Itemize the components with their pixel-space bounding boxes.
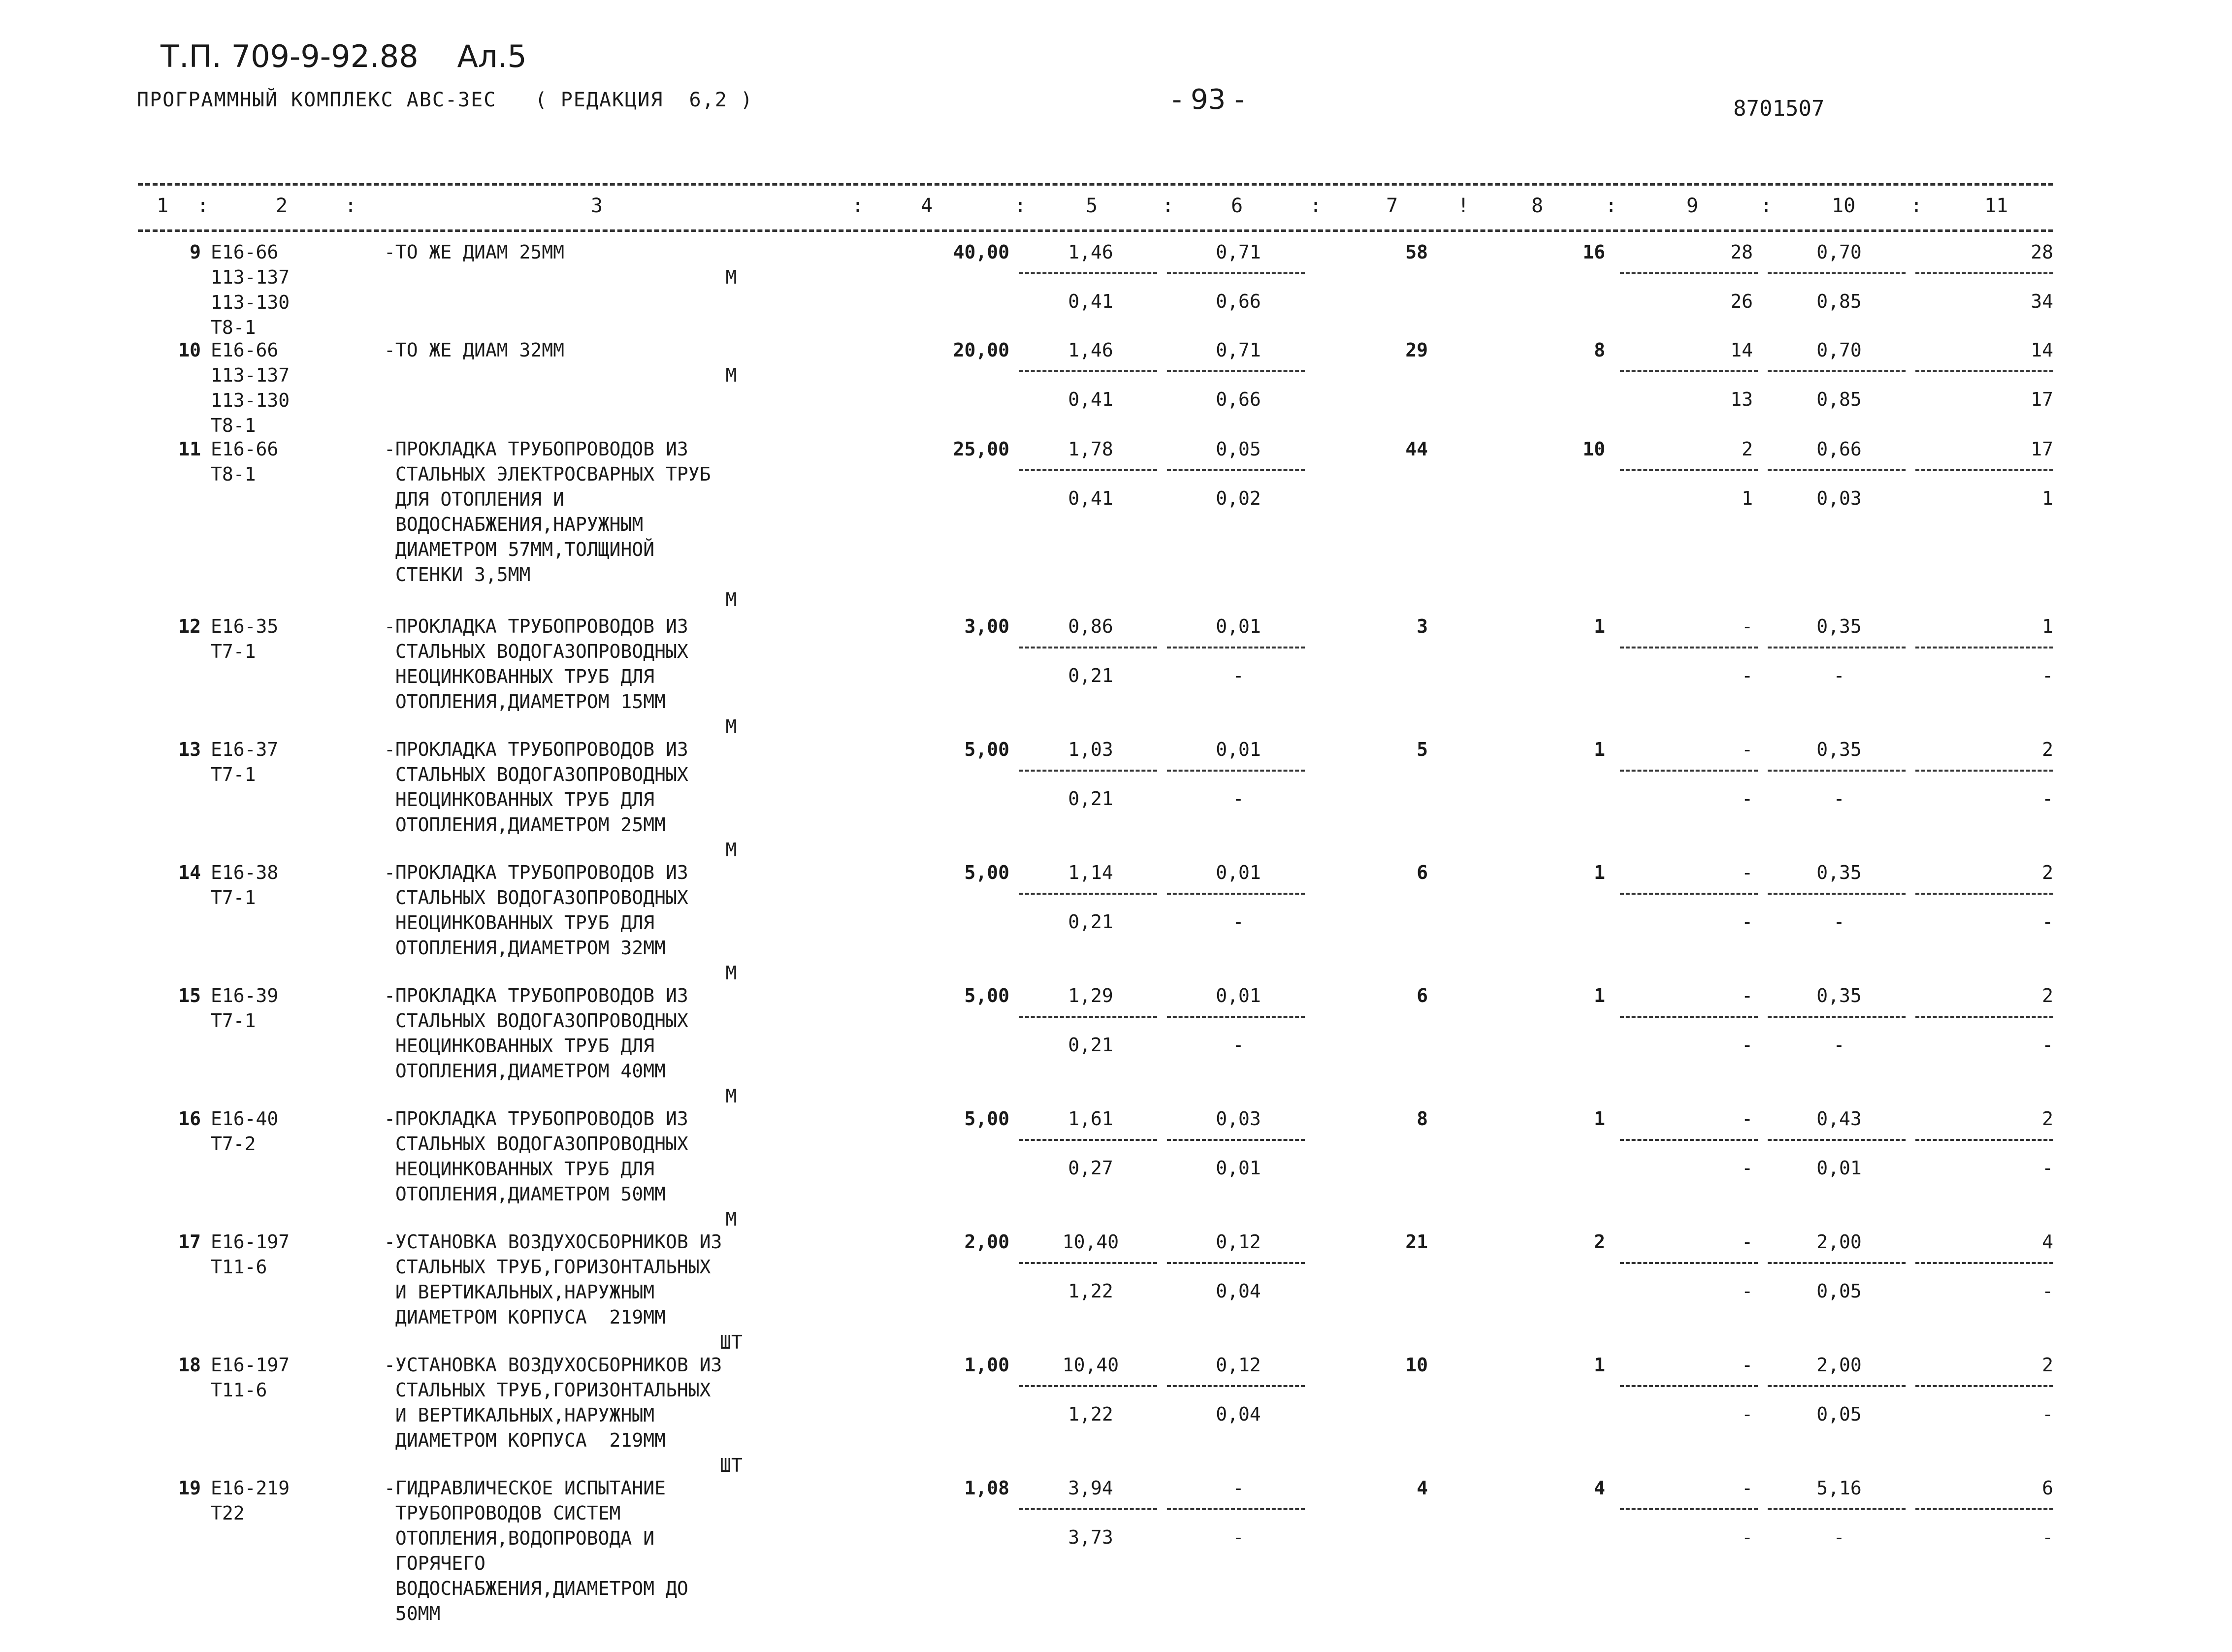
row-number: 9 xyxy=(190,241,201,263)
machine-total: - xyxy=(1742,1231,1753,1253)
machine-total: 28 xyxy=(1730,241,1753,263)
machinist-labor-per-unit: 0,03 xyxy=(1816,487,1862,509)
unit-cost-wages: 3,73 xyxy=(1068,1526,1113,1548)
fraction-line xyxy=(1915,1139,2053,1141)
fraction-line xyxy=(1167,1016,1305,1018)
unit-cost-total: 1,78 xyxy=(1068,438,1113,460)
column-header-5: 5 xyxy=(1086,194,1098,217)
machine-wages-total: - xyxy=(1742,911,1753,933)
norm-code: Е16-40 Т7-2 xyxy=(211,1108,279,1155)
fraction-line xyxy=(1620,469,1758,471)
labor-per-unit: 2,00 xyxy=(1816,1354,1862,1376)
machine-wages-total: - xyxy=(1742,665,1753,686)
machinist-labor-total: - xyxy=(2042,911,2053,933)
quantity: 40,00 xyxy=(953,241,1009,263)
fraction-line xyxy=(1915,1508,2053,1510)
total-cost: 5 xyxy=(1417,739,1428,760)
quantity: 5,00 xyxy=(964,985,1009,1006)
fraction-line xyxy=(1915,1016,2053,1018)
fraction-line xyxy=(1768,770,1906,772)
unit-of-measure: М xyxy=(725,839,737,861)
machine-wages-total: - xyxy=(1742,1034,1753,1056)
norm-code: Е16-219 Т22 xyxy=(211,1477,290,1524)
page-number: - 93 - xyxy=(1172,84,1245,116)
labor-total: 28 xyxy=(2031,241,2053,263)
work-description: -УСТАНОВКА ВОЗДУХОСБОРНИКОВ ИЗ СТАЛЬНЫХ ТРУБ,ГОРИЗОНТАЛЬНЫХ И ВЕРТИКАЛЬНЫХ,НАРУЖНЫМ ДИАМЕТРОМ КОРПУСА 219ММ xyxy=(384,1231,722,1328)
machine-total: - xyxy=(1742,1477,1753,1499)
fraction-line xyxy=(1915,893,2053,895)
unit-of-measure: М xyxy=(725,962,737,984)
norm-code: Е16-37 Т7-1 xyxy=(211,739,279,785)
work-description: -ТО ЖЕ ДИАМ 25ММ xyxy=(384,241,565,263)
document-code: 8701507 xyxy=(1733,96,1825,121)
column-header-9: 9 xyxy=(1686,194,1699,217)
fraction-line xyxy=(1620,1508,1758,1510)
labor-total: 2 xyxy=(2042,739,2053,760)
quantity: 5,00 xyxy=(964,862,1009,883)
fraction-line xyxy=(1167,469,1305,471)
row-number: 19 xyxy=(178,1477,201,1499)
unit-cost-wages: 0,41 xyxy=(1068,389,1113,410)
fraction-line xyxy=(1019,770,1157,772)
labor-total: 2 xyxy=(2042,1108,2053,1130)
column-header-1: 1 xyxy=(157,194,169,217)
labor-total: 6 xyxy=(2042,1477,2053,1499)
machinist-labor-per-unit: - xyxy=(1833,665,1845,686)
machinist-labor-per-unit: 0,85 xyxy=(1816,291,1862,312)
fraction-line xyxy=(1167,893,1305,895)
norm-code: Е16-66 113-137 113-130 Т8-1 xyxy=(211,339,290,436)
fraction-line xyxy=(1167,370,1305,372)
fraction-line xyxy=(1620,1262,1758,1264)
fraction-line xyxy=(1019,272,1157,274)
norm-code: Е16-39 Т7-1 xyxy=(211,985,279,1032)
row-number: 14 xyxy=(178,862,201,883)
column-header-3: 3 xyxy=(591,194,603,217)
quantity: 5,00 xyxy=(964,1108,1009,1130)
quantity: 1,00 xyxy=(964,1354,1009,1376)
machine-wages: - xyxy=(1232,1034,1244,1056)
norm-code: Е16-197 Т11-6 xyxy=(211,1354,290,1401)
row-number: 12 xyxy=(178,615,201,637)
labor-per-unit: 2,00 xyxy=(1816,1231,1862,1253)
norm-code: Е16-38 Т7-1 xyxy=(211,862,279,908)
machine-wages-total: - xyxy=(1742,1403,1753,1425)
labor-per-unit: 0,35 xyxy=(1816,862,1862,883)
work-description: -ГИДРАВЛИЧЕСКОЕ ИСПЫТАНИЕ ТРУБОПРОВОДОВ СИСТЕМ ОТОПЛЕНИЯ,ВОДОПРОВОДА И ГОРЯЧЕГО ВОДОСНАБЖЕНИЯ,ДИАМЕТРОМ ДО 50ММ xyxy=(384,1477,688,1624)
work-description: -ПРОКЛАДКА ТРУБОПРОВОДОВ ИЗ СТАЛЬНЫХ ВОДОГАЗОПРОВОДНЫХ НЕОЦИНКОВАННЫХ ТРУБ ДЛЯ ОТОПЛЕНИЯ,ДИАМЕТРОМ 32ММ xyxy=(384,862,688,959)
unit-of-measure: ШТ xyxy=(720,1331,743,1353)
fraction-line xyxy=(1768,647,1906,648)
norm-code: Е16-197 Т11-6 xyxy=(211,1231,290,1278)
column-separator: : xyxy=(345,194,357,217)
work-description: -УСТАНОВКА ВОЗДУХОСБОРНИКОВ ИЗ СТАЛЬНЫХ ТРУБ,ГОРИЗОНТАЛЬНЫХ И ВЕРТИКАЛЬНЫХ,НАРУЖНЫМ ДИАМЕТРОМ КОРПУСА 219ММ xyxy=(384,1354,722,1451)
machine-wages: - xyxy=(1232,665,1244,686)
machine-cost: 0,01 xyxy=(1216,615,1261,637)
machine-total: - xyxy=(1742,739,1753,760)
machine-wages: 0,04 xyxy=(1216,1280,1261,1302)
wages-total: 1 xyxy=(1594,862,1605,883)
fraction-line xyxy=(1019,469,1157,471)
machine-cost: 0,71 xyxy=(1216,241,1261,263)
unit-cost-total: 10,40 xyxy=(1062,1231,1119,1253)
labor-per-unit: 0,35 xyxy=(1816,985,1862,1006)
machine-wages-total: 13 xyxy=(1730,389,1753,410)
machine-total: - xyxy=(1742,1354,1753,1376)
machine-wages: 0,66 xyxy=(1216,389,1261,410)
machine-wages-total: - xyxy=(1742,788,1753,810)
wages-total: 16 xyxy=(1583,241,1605,263)
unit-cost-wages: 0,21 xyxy=(1068,1034,1113,1056)
column-separator: : xyxy=(1910,194,1923,217)
labor-per-unit: 0,35 xyxy=(1816,615,1862,637)
machinist-labor-total: - xyxy=(2042,1280,2053,1302)
fraction-line xyxy=(1915,1262,2053,1264)
wages-total: 1 xyxy=(1594,739,1605,760)
unit-cost-total: 0,86 xyxy=(1068,615,1113,637)
labor-total: 2 xyxy=(2042,862,2053,883)
machine-cost: 0,01 xyxy=(1216,985,1261,1006)
unit-of-measure: М xyxy=(725,716,737,738)
machine-total: - xyxy=(1742,862,1753,883)
machine-cost: - xyxy=(1232,1477,1244,1499)
unit-cost-total: 1,14 xyxy=(1068,862,1113,883)
labor-total: 14 xyxy=(2031,339,2053,361)
machine-total: - xyxy=(1742,1108,1753,1130)
fraction-line xyxy=(1915,647,2053,648)
fraction-line xyxy=(1768,469,1906,471)
norm-code: Е16-35 Т7-1 xyxy=(211,615,279,662)
fraction-line xyxy=(1019,893,1157,895)
machine-wages: - xyxy=(1232,911,1244,933)
total-cost: 8 xyxy=(1417,1108,1428,1130)
column-separator: : xyxy=(1605,194,1617,217)
machine-cost: 0,12 xyxy=(1216,1231,1261,1253)
machine-wages: 0,04 xyxy=(1216,1403,1261,1425)
fraction-line xyxy=(1620,770,1758,772)
quantity: 2,00 xyxy=(964,1231,1009,1253)
labor-per-unit: 0,43 xyxy=(1816,1108,1862,1130)
fraction-line xyxy=(1768,893,1906,895)
fraction-line xyxy=(1167,1508,1305,1510)
machinist-labor-total: - xyxy=(2042,1034,2053,1056)
wages-total: 1 xyxy=(1594,615,1605,637)
machine-wages-total: - xyxy=(1742,1280,1753,1302)
fraction-line xyxy=(1620,1139,1758,1141)
fraction-line xyxy=(1620,1385,1758,1387)
labor-per-unit: 5,16 xyxy=(1816,1477,1862,1499)
machine-total: - xyxy=(1742,615,1753,637)
wages-total: 1 xyxy=(1594,1108,1605,1130)
unit-of-measure: М xyxy=(725,1085,737,1107)
fraction-line xyxy=(1019,1385,1157,1387)
fraction-line xyxy=(1915,1385,2053,1387)
total-cost: 44 xyxy=(1405,438,1428,460)
total-cost: 21 xyxy=(1405,1231,1428,1253)
unit-of-measure: М xyxy=(725,1208,737,1230)
machinist-labor-total: - xyxy=(2042,1403,2053,1425)
quantity: 3,00 xyxy=(964,615,1009,637)
unit-cost-wages: 0,21 xyxy=(1068,788,1113,810)
labor-per-unit: 0,35 xyxy=(1816,739,1862,760)
unit-cost-wages: 1,22 xyxy=(1068,1280,1113,1302)
fraction-line xyxy=(1768,1016,1906,1018)
machine-total: 14 xyxy=(1730,339,1753,361)
fraction-line xyxy=(1019,1262,1157,1264)
fraction-line xyxy=(1167,1385,1305,1387)
fraction-line xyxy=(1915,469,2053,471)
fraction-line xyxy=(1620,893,1758,895)
machinist-labor-per-unit: 0,05 xyxy=(1816,1280,1862,1302)
column-header-11: 11 xyxy=(1984,194,2008,217)
fraction-line xyxy=(1620,272,1758,274)
quantity: 20,00 xyxy=(953,339,1009,361)
column-separator: : xyxy=(197,194,209,217)
row-number: 17 xyxy=(178,1231,201,1253)
fraction-line xyxy=(1620,1016,1758,1018)
work-description: -ПРОКЛАДКА ТРУБОПРОВОДОВ ИЗ СТАЛЬНЫХ ВОДОГАЗОПРОВОДНЫХ НЕОЦИНКОВАННЫХ ТРУБ ДЛЯ ОТОПЛЕНИЯ,ДИАМЕТРОМ 25ММ xyxy=(384,739,688,836)
unit-of-measure: М xyxy=(725,266,737,288)
fraction-line xyxy=(1019,1139,1157,1141)
fraction-line xyxy=(1167,770,1305,772)
fraction-line xyxy=(1167,272,1305,274)
column-header-2: 2 xyxy=(276,194,288,217)
machine-cost: 0,05 xyxy=(1216,438,1261,460)
quantity: 5,00 xyxy=(964,739,1009,760)
fraction-line xyxy=(1167,1262,1305,1264)
machinist-labor-per-unit: - xyxy=(1833,788,1845,810)
column-separator: : xyxy=(1760,194,1773,217)
quantity: 1,08 xyxy=(964,1477,1009,1499)
unit-cost-total: 3,94 xyxy=(1068,1477,1113,1499)
total-cost: 10 xyxy=(1405,1354,1428,1376)
fraction-line xyxy=(1019,1016,1157,1018)
program-title: ПРОГРАММНЫЙ КОМПЛЕКС АВС-3ЕС ( РЕДАКЦИЯ 6,2 ) xyxy=(137,89,753,111)
fraction-line xyxy=(1620,647,1758,648)
row-number: 10 xyxy=(178,339,201,361)
row-number: 11 xyxy=(178,438,201,460)
column-separator: : xyxy=(1014,194,1027,217)
machine-wages-total: 1 xyxy=(1742,487,1753,509)
fraction-line xyxy=(1019,370,1157,372)
fraction-line xyxy=(1768,1385,1906,1387)
unit-cost-wages: 0,41 xyxy=(1068,291,1113,312)
machinist-labor-total: 34 xyxy=(2031,291,2053,312)
fraction-line xyxy=(1620,370,1758,372)
work-description: -ПРОКЛАДКА ТРУБОПРОВОДОВ ИЗ СТАЛЬНЫХ ВОДОГАЗОПРОВОДНЫХ НЕОЦИНКОВАННЫХ ТРУБ ДЛЯ ОТОПЛЕНИЯ,ДИАМЕТРОМ 15ММ xyxy=(384,615,688,713)
document-reference: Т.П. 709-9-92.88 Ал.5 xyxy=(161,38,527,74)
unit-cost-total: 1,61 xyxy=(1068,1108,1113,1130)
unit-cost-wages: 1,22 xyxy=(1068,1403,1113,1425)
column-header-7: 7 xyxy=(1386,194,1398,217)
machinist-labor-per-unit: 0,05 xyxy=(1816,1403,1862,1425)
machine-wages-total: - xyxy=(1742,1157,1753,1179)
unit-cost-wages: 0,21 xyxy=(1068,911,1113,933)
fraction-line xyxy=(1768,1508,1906,1510)
machinist-labor-total: - xyxy=(2042,788,2053,810)
column-separator: : xyxy=(852,194,864,217)
machinist-labor-per-unit: 0,85 xyxy=(1816,389,1862,410)
labor-per-unit: 0,66 xyxy=(1816,438,1862,460)
unit-cost-total: 1,03 xyxy=(1068,739,1113,760)
machine-total: 2 xyxy=(1742,438,1753,460)
fraction-line xyxy=(1019,1508,1157,1510)
labor-total: 17 xyxy=(2031,438,2053,460)
quantity: 25,00 xyxy=(953,438,1009,460)
machinist-labor-total: - xyxy=(2042,1526,2053,1548)
fraction-line xyxy=(1915,770,2053,772)
labor-total: 4 xyxy=(2042,1231,2053,1253)
wages-total: 2 xyxy=(1594,1231,1605,1253)
total-cost: 58 xyxy=(1405,241,1428,263)
work-description: -ПРОКЛАДКА ТРУБОПРОВОДОВ ИЗ СТАЛЬНЫХ ВОДОГАЗОПРОВОДНЫХ НЕОЦИНКОВАННЫХ ТРУБ ДЛЯ ОТОПЛЕНИЯ,ДИАМЕТРОМ 40ММ xyxy=(384,985,688,1082)
machine-cost: 0,03 xyxy=(1216,1108,1261,1130)
column-header-8: 8 xyxy=(1531,194,1544,217)
fraction-line xyxy=(1768,1139,1906,1141)
norm-code: Е16-66 Т8-1 xyxy=(211,438,279,485)
machine-cost: 0,71 xyxy=(1216,339,1261,361)
machinist-labor-total: - xyxy=(2042,1157,2053,1179)
fraction-line xyxy=(1167,647,1305,648)
machinist-labor-total: 17 xyxy=(2031,389,2053,410)
row-number: 18 xyxy=(178,1354,201,1376)
machine-cost: 0,01 xyxy=(1216,739,1261,760)
fraction-line xyxy=(1915,370,2053,372)
unit-cost-total: 1,46 xyxy=(1068,339,1113,361)
machinist-labor-per-unit: - xyxy=(1833,1034,1845,1056)
labor-per-unit: 0,70 xyxy=(1816,339,1862,361)
column-separator: : xyxy=(1162,194,1174,217)
unit-cost-wages: 0,21 xyxy=(1068,665,1113,686)
fraction-line xyxy=(1915,272,2053,274)
machinist-labor-total: 1 xyxy=(2042,487,2053,509)
wages-total: 8 xyxy=(1594,339,1605,361)
total-cost: 6 xyxy=(1417,862,1428,883)
column-header-4: 4 xyxy=(921,194,933,217)
unit-cost-wages: 0,27 xyxy=(1068,1157,1113,1179)
column-separator: ! xyxy=(1457,194,1470,217)
machinist-labor-total: - xyxy=(2042,665,2053,686)
wages-total: 4 xyxy=(1594,1477,1605,1499)
wages-total: 1 xyxy=(1594,985,1605,1006)
unit-cost-total: 1,46 xyxy=(1068,241,1113,263)
machine-wages: 0,01 xyxy=(1216,1157,1261,1179)
total-cost: 3 xyxy=(1417,615,1428,637)
fraction-line xyxy=(1768,370,1906,372)
labor-total: 2 xyxy=(2042,1354,2053,1376)
row-number: 13 xyxy=(178,739,201,760)
machine-total: - xyxy=(1742,985,1753,1006)
fraction-line xyxy=(1167,1139,1305,1141)
wages-total: 1 xyxy=(1594,1354,1605,1376)
machinist-labor-per-unit: - xyxy=(1833,911,1845,933)
column-header-10: 10 xyxy=(1832,194,1856,217)
labor-per-unit: 0,70 xyxy=(1816,241,1862,263)
machine-wages: - xyxy=(1232,1526,1244,1548)
row-number: 15 xyxy=(178,985,201,1006)
unit-cost-total: 10,40 xyxy=(1062,1354,1119,1376)
machinist-labor-per-unit: 0,01 xyxy=(1816,1157,1862,1179)
unit-cost-total: 1,29 xyxy=(1068,985,1113,1006)
labor-total: 2 xyxy=(2042,985,2053,1006)
machine-wages: - xyxy=(1232,788,1244,810)
unit-of-measure: М xyxy=(725,364,737,386)
wages-total: 10 xyxy=(1583,438,1605,460)
work-description: -ПРОКЛАДКА ТРУБОПРОВОДОВ ИЗ СТАЛЬНЫХ ВОДОГАЗОПРОВОДНЫХ НЕОЦИНКОВАННЫХ ТРУБ ДЛЯ ОТОПЛЕНИЯ,ДИАМЕТРОМ 50ММ xyxy=(384,1108,688,1205)
column-header-6: 6 xyxy=(1231,194,1243,217)
unit-of-measure: М xyxy=(725,589,737,611)
machine-wages-total: 26 xyxy=(1730,291,1753,312)
row-number: 16 xyxy=(178,1108,201,1130)
fraction-line xyxy=(1768,1262,1906,1264)
labor-total: 1 xyxy=(2042,615,2053,637)
total-cost: 29 xyxy=(1405,339,1428,361)
norm-code: Е16-66 113-137 113-130 Т8-1 xyxy=(211,241,290,338)
machine-wages: 0,66 xyxy=(1216,291,1261,312)
unit-cost-wages: 0,41 xyxy=(1068,487,1113,509)
fraction-line xyxy=(1768,272,1906,274)
machine-wages-total: - xyxy=(1742,1526,1753,1548)
total-cost: 4 xyxy=(1417,1477,1428,1499)
work-description: -ТО ЖЕ ДИАМ 32ММ xyxy=(384,339,565,361)
machine-wages: 0,02 xyxy=(1216,487,1261,509)
machine-cost: 0,12 xyxy=(1216,1354,1261,1376)
column-separator: : xyxy=(1310,194,1322,217)
total-cost: 6 xyxy=(1417,985,1428,1006)
unit-of-measure: ШТ xyxy=(720,1455,743,1476)
machinist-labor-per-unit: - xyxy=(1833,1526,1845,1548)
machine-cost: 0,01 xyxy=(1216,862,1261,883)
fraction-line xyxy=(1019,647,1157,648)
work-description: -ПРОКЛАДКА ТРУБОПРОВОДОВ ИЗ СТАЛЬНЫХ ЭЛЕКТРОСВАРНЫХ ТРУБ ДЛЯ ОТОПЛЕНИЯ И ВОДОСНАБЖЕНИЯ,НАРУЖНЫМ ДИАМЕТРОМ 57ММ,ТОЛЩИНОЙ СТЕНКИ 3,5ММ xyxy=(384,438,711,585)
